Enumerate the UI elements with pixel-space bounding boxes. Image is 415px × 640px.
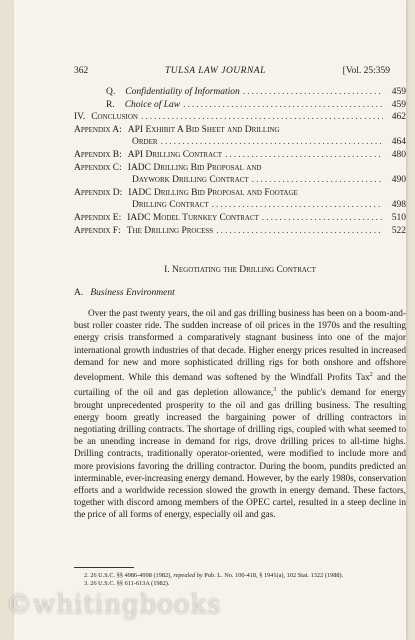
toc-leader-dots [212, 199, 383, 212]
toc-entry-label: Appendix D: [74, 187, 123, 198]
toc-entry-title: IADC Drilling Bid Proposal and [127, 162, 262, 173]
toc-entry-title: IADC Model Turnkey Contract [127, 212, 259, 223]
toc-entry [74, 212, 406, 225]
toc-entry-label: IV. [74, 112, 86, 123]
toc-entry-label: Appendix C: [74, 162, 122, 173]
toc-entry [74, 199, 406, 212]
section-heading: I. Negotiating the Drilling Contract [164, 265, 316, 275]
subheading-label: A. [74, 288, 84, 298]
toc-entry [74, 187, 406, 200]
toc-entry [74, 99, 406, 112]
toc-entry-title: Daywork Drilling Contract [132, 175, 249, 186]
toc-entry-label: Appendix A: [74, 124, 122, 135]
toc-entry-title: Order [132, 137, 158, 148]
toc-entry-label: Appendix F: [74, 225, 121, 236]
footnote-2: 2. 26 U.S.C. §§ 4986-4998 (1982), repealed by Pub. L. No. 100-418, § 1941(a), 102 Stat. 1322 (1988). [84, 572, 344, 579]
toc-entry-title: Choice of Law [124, 99, 181, 110]
body-text-3: the public's demand for energy brought unprecedented prosperity to the oil and gas drilling business. The resulting energy boom greatly increased the bargaining power of drilling contractors in negotiating drilling contracts. The shortage of drilling rigs, coupled with what seemed to be an unending increase in demand for rigs, drove drilling prices to all-time highs. Drilling contracts, traditionally operator-oriented, were modified to include more and more provisions favoring the drilling contractor. During the boom, pundits predicted an interminable, ever-increasing energy demand. However, by the early 1980s, conservation efforts and a worldwide recession slowed the growth in energy demand. These factors, together with discord among members of the OPEC cartel, resulted in a steep decline in the price of all forms of energy, especially oil and gas. [74, 388, 406, 521]
toc-entry-label: R. [106, 99, 115, 110]
toc-entry [74, 136, 406, 149]
toc-entry [74, 124, 406, 137]
toc-leader-dots [243, 86, 383, 99]
toc-entry-page: 510 [391, 212, 406, 223]
toc-entry-label: Q. [106, 87, 116, 97]
toc-entry-page: 459 [391, 99, 406, 110]
toc-entry [74, 149, 406, 162]
toc-entry-page: 464 [391, 137, 406, 148]
footnote-3: 3. 26 U.S.C. §§ 611-613A (1982). [84, 580, 170, 588]
toc-entry-page: 459 [391, 87, 406, 97]
toc-leader-dots [216, 225, 383, 238]
toc-leader-dots [141, 111, 383, 124]
footnote-ref-2[interactable]: 2 [369, 372, 373, 379]
footnote-divider [74, 567, 134, 568]
toc-entry [74, 111, 406, 124]
book-page [14, 0, 406, 640]
toc-entry-title: Drilling Contract [132, 200, 209, 211]
footnotes [74, 572, 406, 589]
body-text-2: and the curtailing of the oil and gas depletion allowance, [74, 373, 406, 399]
toc-entry [74, 225, 406, 238]
toc-entry-page: 462 [391, 112, 406, 123]
subheading [74, 288, 175, 298]
body-paragraph [74, 308, 406, 522]
toc-entry-title: Confidentiality of Information [125, 87, 240, 97]
toc-leader-dots [262, 212, 383, 225]
watermark: ©whitingbooks [6, 590, 222, 620]
toc-leader-dots [225, 149, 383, 162]
toc-entry-title: IADC Drilling Bid Proposal and Footage [128, 187, 298, 198]
toc-entry [74, 86, 406, 99]
toc-entry-page: 480 [391, 149, 406, 160]
toc-leader-dots [183, 99, 383, 112]
toc-entry-page: 522 [391, 225, 406, 236]
toc-entry-label: Appendix E: [74, 212, 122, 223]
table-of-contents [74, 86, 406, 237]
toc-entry [74, 174, 406, 187]
toc-leader-dots [161, 136, 383, 149]
toc-entry-title: The Drilling Process [126, 225, 214, 236]
body-text-1: Over the past twenty years, the oil and gas drilling business has been on a boom-and-bust roller coaster ride. The sudden increase of oil prices in the 1970s and the resulting energy crisis transformed a comparatively stagnant business into one of the major international growth industries of that decade. Higher energy prices resulted in increased demand for new and more sophisticated drilling rigs for both onshore and offshore development. While this demand was softened by the Windfall Profits Tax [74, 309, 406, 384]
toc-entry-title: API Drilling Contract [127, 149, 223, 160]
volume-ref: [Vol. 25:359 [342, 66, 390, 76]
toc-entry [74, 162, 406, 175]
toc-entry-title: Conclusion [91, 112, 138, 123]
subheading-title: Business Environment [90, 288, 175, 298]
toc-entry-title: API Exhibit A Bid Sheet and Drilling [127, 124, 280, 135]
page-number: 362 [74, 66, 89, 76]
running-header [74, 66, 390, 76]
toc-entry-page: 490 [391, 175, 406, 186]
toc-leader-dots [252, 174, 383, 187]
footnote-ref-3[interactable]: 3 [273, 387, 277, 394]
toc-entry-page: 498 [391, 200, 406, 211]
journal-title: TULSA LAW JOURNAL [165, 66, 266, 76]
toc-entry-label: Appendix B: [74, 149, 122, 160]
